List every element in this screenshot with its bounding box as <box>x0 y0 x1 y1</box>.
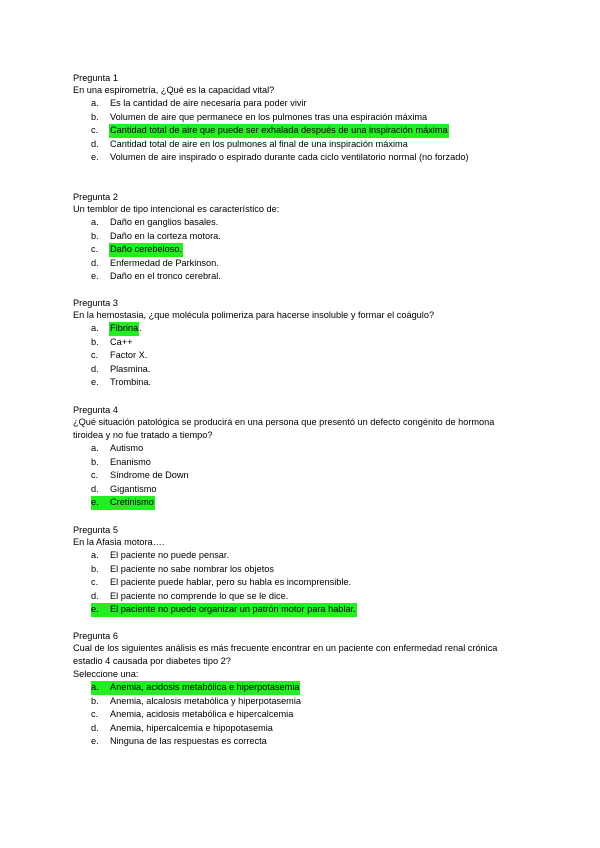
option-letter: b. <box>91 336 99 347</box>
option-text: Factor X. <box>110 350 148 360</box>
question-stem: Cual de los siguientes análisis es más frecuente encontrar en un paciente con enfermedad renal crónica estadio 4 causada por diabetes tipo 2? <box>73 643 498 666</box>
option-letter: e. <box>91 496 109 510</box>
option-letter: c. <box>91 470 99 480</box>
question-title: Pregunta 3 <box>73 298 118 308</box>
option-letter: b. <box>91 456 99 467</box>
option-letter: a. <box>91 681 109 695</box>
option-text: Anemia, alcalosis metabólica y hiperpotasemia <box>110 695 301 706</box>
question-2 <box>73 191 533 284</box>
option-letter: b. <box>91 695 99 706</box>
option-c <box>91 349 533 363</box>
option-b <box>91 111 533 125</box>
options-list <box>91 442 533 510</box>
option-text: Daño en ganglios basales. <box>110 217 219 227</box>
option-b <box>91 563 533 577</box>
option-text: Anemia, hipercalcemia e hipopotasemia <box>110 722 273 733</box>
option-text-highlighted: Anemia, acidosis metabólica e hiperpotasemia <box>109 681 300 695</box>
option-a <box>91 442 533 456</box>
option-e <box>91 270 533 284</box>
option-d <box>91 722 533 736</box>
option-letter: c. <box>91 577 99 587</box>
question-instruction: Seleccione una: <box>73 669 139 679</box>
option-e <box>91 151 533 165</box>
option-text: Enanismo <box>110 456 151 467</box>
option-letter: a. <box>91 98 99 108</box>
option-letter: b. <box>91 230 99 241</box>
option-d <box>91 363 533 377</box>
option-letter: b. <box>91 563 99 574</box>
option-suffix: . <box>139 323 142 333</box>
question-4 <box>73 404 533 510</box>
option-text-highlighted: El paciente no puede organizar un patrón motor para hablar. <box>109 603 357 617</box>
option-e <box>91 735 533 749</box>
question-6 <box>73 630 533 749</box>
options-list <box>91 216 533 284</box>
option-letter: c. <box>91 125 99 135</box>
option-text: El paciente no puede pensar. <box>110 550 230 560</box>
question-title: Pregunta 2 <box>73 192 118 202</box>
option-letter: e. <box>91 377 99 387</box>
option-letter: d. <box>91 363 99 374</box>
option-text: Volumen de aire inspirado o espirado durante cada ciclo ventilatorio normal (no forzado) <box>110 152 469 162</box>
option-letter: e. <box>91 271 99 281</box>
question-stem: En la Afasia motora…. <box>73 537 165 547</box>
option-letter: e. <box>91 603 109 617</box>
question-title: Pregunta 1 <box>73 73 118 83</box>
option-a-correct <box>91 681 533 695</box>
option-letter: c. <box>91 244 99 254</box>
question-5 <box>73 524 533 617</box>
option-letter: d. <box>91 138 99 149</box>
option-c-correct <box>91 243 533 257</box>
option-c <box>91 469 533 483</box>
option-text: El paciente no sabe nombrar los objetos <box>110 563 274 574</box>
option-text-highlighted: Fibrina <box>109 322 139 336</box>
option-text: El paciente no comprende lo que se le dice. <box>110 590 289 601</box>
option-c-correct <box>91 124 533 138</box>
option-text: Volumen de aire que permanece en los pulmones tras una espiración máxima <box>110 111 428 122</box>
option-letter: d. <box>91 257 99 268</box>
option-text: Es la cantidad de aire necesaria para poder vivir <box>110 98 307 108</box>
option-letter: a. <box>91 323 99 333</box>
option-e-correct <box>91 603 533 617</box>
option-d <box>91 257 533 271</box>
option-text: Anemia, acidosis metabólica e hipercalcemia <box>110 709 294 719</box>
option-text: Plasmina. <box>110 363 151 374</box>
option-letter: d. <box>91 722 99 733</box>
option-c <box>91 708 533 722</box>
option-letter: a. <box>91 443 99 453</box>
option-letter: d. <box>91 590 99 601</box>
question-3 <box>73 297 533 390</box>
option-text: Ca++ <box>110 336 133 347</box>
option-a-correct <box>91 322 533 336</box>
option-b <box>91 456 533 470</box>
option-text: Cantidad total de aire en los pulmones al final de una inspiración máxima <box>110 138 408 149</box>
option-a <box>91 216 533 230</box>
option-letter: a. <box>91 550 99 560</box>
options-list <box>91 681 533 749</box>
option-text-highlighted: Cretinismo <box>109 496 155 510</box>
option-e <box>91 376 533 390</box>
option-e-correct <box>91 496 533 510</box>
option-b <box>91 336 533 350</box>
option-d <box>91 483 533 497</box>
option-text: Autismo <box>110 443 144 453</box>
option-d <box>91 590 533 604</box>
question-title: Pregunta 5 <box>73 525 118 535</box>
option-d <box>91 138 533 152</box>
option-b <box>91 230 533 244</box>
question-stem: En la hemostasia, ¿que molécula polimeriza para hacerse insoluble y formar el coágulo? <box>73 310 435 320</box>
options-list <box>91 97 533 165</box>
question-title: Pregunta 4 <box>73 405 118 415</box>
option-text: Daño en el tronco cerebral. <box>110 271 221 281</box>
options-list <box>91 549 533 617</box>
option-c <box>91 576 533 590</box>
option-letter: c. <box>91 709 99 719</box>
option-a <box>91 549 533 563</box>
question-stem: ¿Qué situación patológica se producirá en una persona que presentó un defecto congénito de hormona tiroidea y no fue tratado a tiempo? <box>73 417 495 440</box>
option-text: Síndrome de Down <box>110 470 189 480</box>
option-a <box>91 97 533 111</box>
option-letter: e. <box>91 736 99 746</box>
question-stem: Un temblor de tipo intencional es característico de: <box>73 204 280 214</box>
question-1 <box>73 72 533 165</box>
option-letter: a. <box>91 217 99 227</box>
question-stem: En una espirometría, ¿Qué es la capacidad vital? <box>73 85 275 95</box>
option-letter: c. <box>91 350 99 360</box>
option-text: El paciente puede hablar, pero su habla es incomprensible. <box>110 577 352 587</box>
options-list <box>91 322 533 390</box>
option-text: Enfermedad de Parkinson. <box>110 257 219 268</box>
question-title: Pregunta 6 <box>73 631 118 641</box>
option-text: Ninguna de las respuestas es correcta <box>110 736 267 746</box>
option-letter: d. <box>91 483 99 494</box>
option-letter: b. <box>91 111 99 122</box>
option-text: Gigantismo <box>110 483 157 494</box>
option-text: Trombina. <box>110 377 152 387</box>
option-text: Daño en la corteza motora. <box>110 230 221 241</box>
option-b <box>91 695 533 709</box>
option-text-highlighted: Cantidad total de aire que puede ser exhalada después de una inspiración máxima <box>109 124 449 138</box>
option-letter: e. <box>91 152 99 162</box>
option-text-highlighted: Daño cerebeloso. <box>109 243 183 257</box>
